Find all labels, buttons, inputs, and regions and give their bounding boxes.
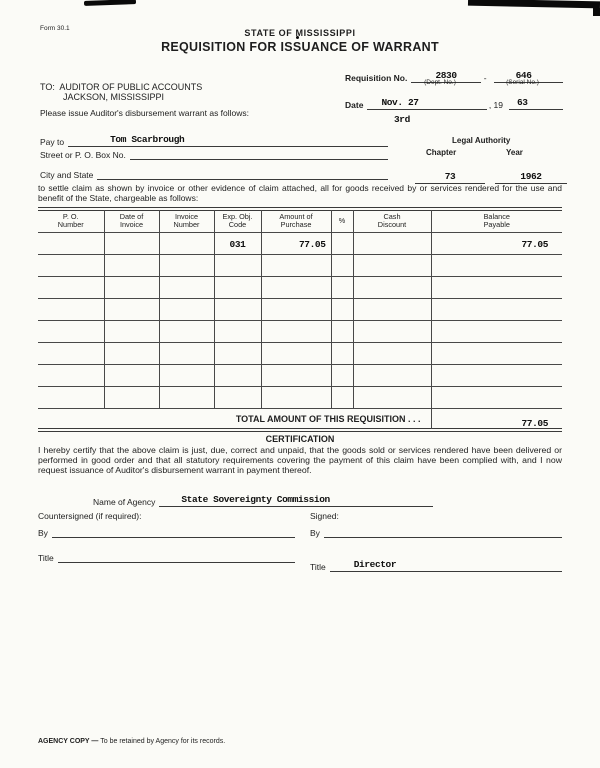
balance-cell: [431, 233, 562, 255]
invoice-date-cell: [104, 277, 159, 299]
exp-obj-code-cell: [214, 277, 261, 299]
percent-cell: [331, 233, 353, 255]
date-field: [367, 91, 486, 110]
state-title: STATE OF MISSISSIPPI: [244, 28, 356, 38]
street-row: [40, 150, 388, 160]
year-prefix: , 19: [488, 100, 503, 110]
period-value: 3rd: [394, 114, 410, 125]
year-column-label: Year: [506, 148, 523, 157]
po-number-cell: [38, 365, 104, 387]
amount-value: 77.05: [298, 239, 326, 251]
footer-copy-text: To be retained by Agency for its records.: [100, 738, 226, 745]
balance-cell: [431, 387, 562, 409]
dept-no-value: 2830: [435, 70, 457, 81]
po-number-cell: [38, 321, 104, 343]
agency-row: [93, 488, 433, 507]
col-header-date-of-invoice: Date of Invoice: [104, 211, 159, 233]
po-number-cell: [38, 255, 104, 277]
invoice-date-cell: [104, 343, 159, 365]
countersigned-label: Countersigned (if required):: [38, 511, 142, 521]
invoice-date-cell: [104, 299, 159, 321]
cash-discount-cell: [353, 255, 431, 277]
date-value: Nov. 27: [381, 97, 419, 108]
amount-cell: [261, 277, 331, 299]
total-row: [38, 409, 562, 429]
street-field: [130, 159, 388, 160]
title-label: Title: [310, 562, 326, 572]
table-row: [38, 343, 562, 365]
year-value: 63: [517, 97, 528, 108]
col-header-percent: %: [331, 211, 353, 233]
col-header-po-number: P. O. Number: [38, 211, 104, 233]
date-label: Date: [345, 100, 364, 110]
col-header-cash-discount: Cash Discount: [353, 211, 431, 233]
invoice-number-cell: [159, 365, 214, 387]
requisition-dash: -: [483, 73, 487, 83]
total-label: TOTAL AMOUNT OF THIS REQUISITION . . .: [235, 413, 421, 424]
city-state-row: [40, 170, 388, 180]
percent-cell: [331, 299, 353, 321]
amount-cell: [261, 299, 331, 321]
exp-obj-code-cell: [214, 299, 261, 321]
amount-cell: [261, 255, 331, 277]
po-number-cell: [38, 299, 104, 321]
chapter-value: 73: [444, 171, 456, 182]
col-header-amount-of-purchase: Amount of Purchase: [261, 211, 331, 233]
certification-title: CERTIFICATION: [265, 434, 335, 444]
agency-value: State Sovereignty Commission: [181, 494, 330, 505]
pay-to-field: [68, 128, 388, 147]
table-row: [38, 365, 562, 387]
title-label: Title: [38, 553, 54, 563]
scan-artifact: [84, 0, 136, 6]
balance-cell: [431, 343, 562, 365]
addressee-line-2: JACKSON, MISSISSIPPI: [63, 92, 165, 102]
invoice-date-cell: [104, 365, 159, 387]
balance-value: 77.05: [521, 239, 548, 251]
percent-cell: [331, 277, 353, 299]
cash-discount-cell: [353, 277, 431, 299]
signer-title-value: Director: [353, 559, 397, 570]
table-row: [38, 387, 562, 409]
po-number-cell: [38, 277, 104, 299]
total-balance-cell: [431, 409, 562, 429]
exp-obj-code-cell: [214, 387, 261, 409]
dept-no-caption: (Dept. No.): [424, 79, 456, 86]
percent-cell: [331, 343, 353, 365]
exp-obj-code-cell: [214, 321, 261, 343]
total-value: 77.05: [521, 418, 548, 430]
cash-discount-cell: [353, 233, 431, 255]
amount-cell: [261, 387, 331, 409]
amount-cell: [261, 343, 331, 365]
settle-claim-text: to settle claim as shown by invoice or other evidence of claim attached, all for goods received by or services rendered for the use and benefit of the State, chargeable as follows:: [38, 183, 562, 203]
countersigned-title-row: [38, 553, 295, 563]
chapter-field: [415, 165, 485, 184]
cash-discount-cell: [353, 299, 431, 321]
cash-discount-cell: [353, 321, 431, 343]
cash-discount-cell: [353, 343, 431, 365]
legal-authority-label: Legal Authority: [452, 136, 511, 145]
exp-obj-code-cell: [214, 233, 261, 255]
certification-text: I hereby certify that the above claim is just, due, correct and unpaid, that the goods sold or services rendered have been delivered or performed in good order and that all statutory requirements covering the payment of this claim have been complied with, and I now request issuance of Auditor's disbursement warrant in payment thereof.: [38, 445, 562, 475]
requisition-table-wrap: [38, 207, 562, 432]
signed-title-field: [330, 553, 562, 572]
serial-no-caption: (Serial No.): [506, 79, 539, 86]
city-state-label: City and State: [40, 170, 94, 180]
pay-to-row: [40, 128, 388, 147]
invoice-date-cell: [104, 387, 159, 409]
agency-field: [159, 488, 433, 507]
scan-artifact: [593, 8, 600, 16]
invoice-number-cell: [159, 255, 214, 277]
exp-obj-code-cell: [214, 365, 261, 387]
chapter-label: Chapter: [426, 148, 457, 157]
col-header-exp-obj-code: Exp. Obj. Code: [214, 211, 261, 233]
signed-label: Signed:: [310, 511, 339, 521]
balance-cell: [431, 299, 562, 321]
date-row: [345, 91, 563, 110]
year-field: [509, 91, 563, 110]
table-row: [38, 277, 562, 299]
invoice-number-cell: [159, 299, 214, 321]
po-number-cell: [38, 343, 104, 365]
signed-by-row: [310, 528, 562, 538]
table-row: [38, 255, 562, 277]
legal-year-field: [495, 165, 567, 184]
page-title: REQUISITION FOR ISSUANCE OF WARRANT: [161, 40, 439, 54]
invoice-number-cell: [159, 277, 214, 299]
balance-cell: [431, 321, 562, 343]
legal-year-value: 1962: [520, 171, 542, 182]
table-header-row: [38, 211, 562, 233]
amount-cell: [261, 233, 331, 255]
signed-title-row: [310, 553, 562, 572]
invoice-number-cell: [159, 233, 214, 255]
countersigned-by-row: [38, 528, 295, 538]
by-label: By: [310, 528, 320, 538]
percent-cell: [331, 365, 353, 387]
scan-artifact: [468, 0, 600, 8]
invoice-number-cell: [159, 387, 214, 409]
agency-label: Name of Agency: [93, 497, 156, 507]
balance-cell: [431, 365, 562, 387]
po-number-cell: [38, 233, 104, 255]
invoice-number-cell: [159, 321, 214, 343]
countersigned-by-field: [52, 537, 295, 538]
street-label: Street or P. O. Box No.: [40, 150, 126, 160]
invoice-date-cell: [104, 255, 159, 277]
signed-by-field: [324, 537, 562, 538]
po-number-cell: [38, 387, 104, 409]
footer-copy-label: AGENCY COPY —: [38, 738, 99, 745]
footer-note: [38, 738, 225, 745]
requisition-table: [38, 210, 562, 429]
amount-cell: [261, 365, 331, 387]
exp-obj-code-cell: [214, 343, 261, 365]
balance-cell: [431, 255, 562, 277]
pay-to-value: Tom Scarbrough: [110, 134, 185, 145]
pay-to-label: Pay to: [40, 137, 65, 147]
balance-cell: [431, 277, 562, 299]
exp-obj-code-cell: [214, 255, 261, 277]
col-header-invoice-number: Invoice Number: [159, 211, 214, 233]
percent-cell: [331, 321, 353, 343]
cash-discount-cell: [353, 387, 431, 409]
exp-obj-code-value: 031: [229, 239, 246, 251]
col-header-balance-payable: Balance Payable: [431, 211, 562, 233]
city-state-field: [97, 179, 388, 180]
requisition-no-label: Requisition No.: [345, 73, 408, 83]
percent-cell: [331, 387, 353, 409]
issue-instruction: Please issue Auditor's disbursement warrant as follows:: [40, 108, 250, 118]
invoice-date-cell: [104, 233, 159, 255]
countersigned-title-field: [58, 562, 295, 563]
by-label: By: [38, 528, 48, 538]
cash-discount-cell: [353, 365, 431, 387]
addressee-line-1: TO: AUDITOR OF PUBLIC ACCOUNTS: [40, 82, 203, 92]
table-row: [38, 321, 562, 343]
amount-cell: [261, 321, 331, 343]
percent-cell: [331, 255, 353, 277]
form-number: Form 30.1: [40, 25, 70, 32]
table-row: [38, 233, 562, 255]
table-row: [38, 299, 562, 321]
serial-no-value: 646: [515, 70, 532, 81]
invoice-date-cell: [104, 321, 159, 343]
invoice-number-cell: [159, 343, 214, 365]
